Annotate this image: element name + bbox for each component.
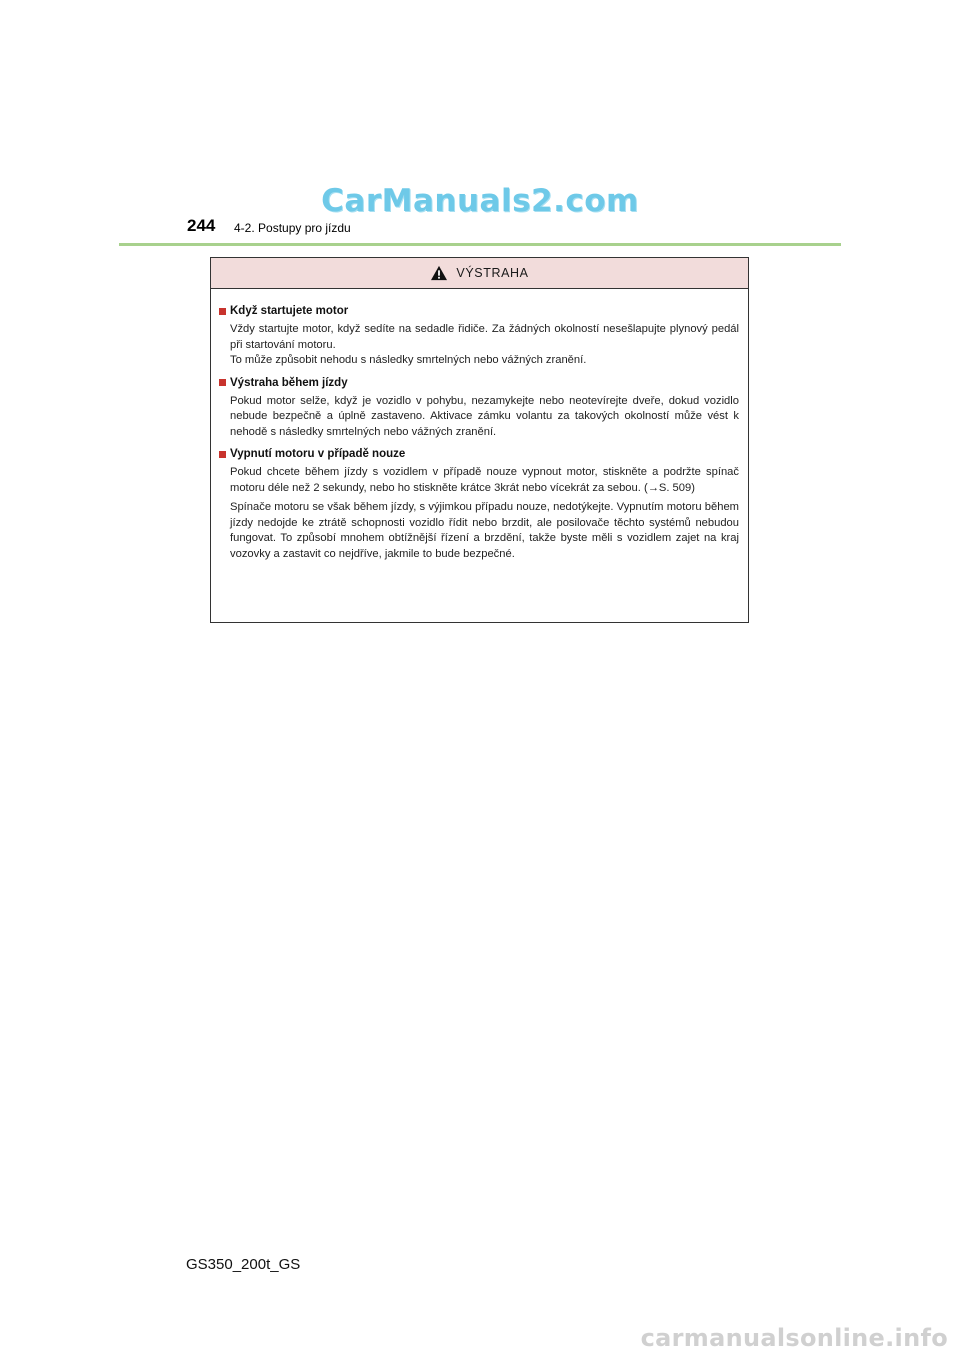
warning-item-starting-engine bbox=[219, 303, 739, 369]
item-heading bbox=[219, 375, 739, 391]
warning-box bbox=[210, 257, 749, 623]
item-paragraph: To může způsobit nehodu s následky smrtelných nebo vážných zranění. bbox=[230, 354, 587, 366]
item-heading bbox=[219, 303, 739, 319]
watermark-carmanuals2: CarManuals2.com bbox=[321, 183, 639, 219]
item-text bbox=[230, 322, 739, 369]
item-paragraph: Vždy startujte motor, když sedíte na sedadle řidiče. Za žádných okolností nesešlapujte plynový pedál při startování motoru. bbox=[230, 323, 739, 351]
item-heading bbox=[219, 446, 739, 462]
item-paragraph: Spínače motoru se však během jízdy, s výjimkou případu nouze, nedotýkejte. Vypnutím motoru během jízdy nedojde ke ztrátě schopnosti vozidlo řídit nebo brzdit, ale posilovače těchto systémů nebudou fungovat. To způsobí mnohem obtížnější řízení a brzdění, takže byste měli s vozidlem zajet na kraj vozovky a zastavit co nejdříve, jakmile to bude bezpečné. bbox=[230, 501, 739, 560]
item-heading-text: Výstraha během jízdy bbox=[230, 376, 348, 389]
item-heading-text: Vypnutí motoru v případě nouze bbox=[230, 448, 406, 460]
bullet-square-icon bbox=[219, 451, 226, 458]
model-label: GS350_200t_GS bbox=[186, 1256, 301, 1273]
warning-title: VÝSTRAHA bbox=[456, 266, 529, 280]
bullet-square-icon bbox=[219, 379, 226, 386]
item-paragraph: Pokud chcete během jízdy s vozidlem v případě nouze vypnout motor, stiskněte a podržte spínač motoru déle než 2 sekundy, nebo ho stiskněte krátce 3krát nebo vícekrát za sebou. (→S. 509) bbox=[230, 466, 739, 494]
item-heading-text: Když startujete motor bbox=[230, 305, 349, 317]
warning-header bbox=[211, 258, 748, 289]
warning-item-while-driving bbox=[219, 375, 739, 441]
item-paragraph: Pokud motor selže, když je vozidlo v pohybu, nezamykejte nebo neotevírejte dveře, dokud vozidlo nebude bezpečně a úplně zastaveno. Aktivace zámku volantu za takových okolností může vést k nehodě s následky smrtelných nebo vážných zranění. bbox=[230, 394, 739, 438]
item-text bbox=[230, 465, 739, 562]
watermark-carmanualsonline: carmanualsonline.info bbox=[640, 1324, 948, 1352]
section-title: 4-2. Postupy pro jízdu bbox=[234, 221, 351, 235]
item-text bbox=[230, 394, 739, 441]
header-divider bbox=[119, 243, 841, 246]
warning-body bbox=[211, 289, 748, 562]
warning-item-emergency-stop bbox=[219, 446, 739, 562]
bullet-square-icon bbox=[219, 308, 226, 315]
page-number: 244 bbox=[187, 216, 216, 235]
warning-triangle-icon bbox=[430, 265, 448, 281]
